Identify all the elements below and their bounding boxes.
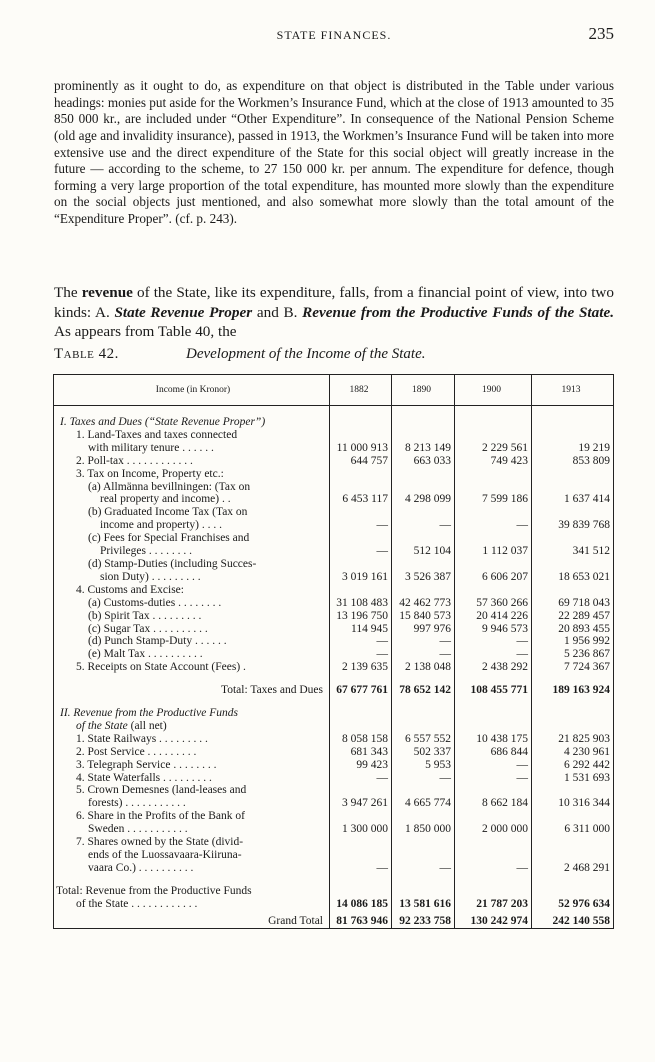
- cell: —: [330, 545, 392, 558]
- cell: 81 763 946: [330, 911, 392, 928]
- cell: 67 677 761: [330, 684, 392, 697]
- row-label: 4. Customs and Excise:: [54, 584, 330, 597]
- section-ii-title-cont: [54, 720, 330, 733]
- table-row: [54, 733, 614, 746]
- row-label: 7. Shares owned by the State (divid-: [54, 836, 330, 849]
- paragraph-expenditure: prominently as it ought to do, as expenditure on that object is distributed in the Table under various headings: monies put aside for the Workmen’s Insurance Fund, which at the close of 1913 amounted to 35 850 000 kr., are included under “Other Expenditure”. In consequence of the National Pension Scheme (old age and invalidity insurance), passed in 1913, the Workmen’s Insurance Fund will be taken into more extensive use and the direct expenditure of the State for this social object will greatly increase in the future — according to the scheme, to 27 150 000 kr. per annum. The expenditure for defence, though forming a very large proportion of the total expenditure, has mounted more slowly than the expenditure on the social objects just mentioned, and also somewhat more slowly than the total amount of the “Expenditure Proper”. (cf. p. 243).: [54, 78, 614, 226]
- cell: —: [330, 635, 392, 648]
- total-row: [54, 684, 614, 697]
- cell: 512 104: [392, 545, 455, 558]
- table-row: [54, 558, 614, 571]
- table-row: [54, 823, 614, 836]
- running-header: [54, 24, 614, 48]
- cell: —: [392, 772, 455, 785]
- cell: 4 298 099: [392, 493, 455, 506]
- row-label: (c) Fees for Special Franchises and: [54, 532, 330, 545]
- cell: 8 058 158: [330, 733, 392, 746]
- row-label: 5. Receipts on State Account (Fees) .: [54, 661, 330, 674]
- table-row: [54, 442, 614, 455]
- cell: 21 825 903: [532, 733, 614, 746]
- text-run: (all net): [127, 719, 167, 732]
- text-run: of the State, like its expenditure, falls, from a financial point of view, into two kinds: A.: [54, 284, 614, 321]
- row-label: forests) . . . . . . . . . . .: [54, 797, 330, 810]
- row-label: 1. State Railways . . . . . . . . .: [54, 733, 330, 746]
- paragraph-revenue: [54, 283, 614, 342]
- cell: 57 360 266: [455, 597, 532, 610]
- row-label: 5. Crown Demesnes (land-leases and: [54, 784, 330, 797]
- header-1913: 1913: [532, 375, 614, 406]
- table-row: [54, 584, 614, 597]
- row-label: ends of the Luossavaara-Kiiruna-: [54, 849, 330, 862]
- total-productive-label-cont: of the State . . . . . . . . . . . .: [54, 898, 330, 911]
- cell: 5 953: [392, 759, 455, 772]
- row-label: sion Duty) . . . . . . . . .: [54, 571, 330, 584]
- cell: 4 230 961: [532, 746, 614, 759]
- text-run: As appears from Table 40, the: [54, 323, 237, 341]
- row-label: 3. Tax on Income, Property etc.:: [54, 468, 330, 481]
- cell: —: [392, 862, 455, 875]
- cell: 20 414 226: [455, 610, 532, 623]
- total-row: [54, 898, 614, 911]
- cell: —: [330, 519, 392, 532]
- row-label: 4. State Waterfalls . . . . . . . . .: [54, 772, 330, 785]
- term-revenue: revenue: [81, 284, 133, 302]
- cell: 7 599 186: [455, 493, 532, 506]
- cell: 749 423: [455, 455, 532, 468]
- section-title: [54, 707, 614, 720]
- cell: 22 289 457: [532, 610, 614, 623]
- cell: 2 468 291: [532, 862, 614, 875]
- cell: 4 665 774: [392, 797, 455, 810]
- cell: 11 000 913: [330, 442, 392, 455]
- cell: 19 219: [532, 442, 614, 455]
- cell: 92 233 758: [392, 911, 455, 928]
- table-row: [54, 468, 614, 481]
- header-income: Income (in Kronor): [54, 375, 330, 406]
- row-label: vaara Co.) . . . . . . . . . .: [54, 862, 330, 875]
- cell: 2 438 292: [455, 661, 532, 674]
- cell: 3 947 261: [330, 797, 392, 810]
- total-taxes-label: Total: Taxes and Dues: [54, 684, 330, 697]
- cell: 7 724 367: [532, 661, 614, 674]
- cell: —: [455, 648, 532, 661]
- table-row: [54, 493, 614, 506]
- cell: 21 787 203: [455, 898, 532, 911]
- table-row: [54, 648, 614, 661]
- cell: 997 976: [392, 623, 455, 636]
- cell: 114 945: [330, 623, 392, 636]
- row-label: (a) Allmänna bevillningen: (Tax on: [54, 481, 330, 494]
- cell: 130 242 974: [455, 911, 532, 928]
- term-kind-a: State Revenue Proper: [114, 303, 253, 321]
- cell: 18 653 021: [532, 571, 614, 584]
- cell: 6 557 552: [392, 733, 455, 746]
- cell: 644 757: [330, 455, 392, 468]
- table-row: [54, 532, 614, 545]
- table-row: [54, 661, 614, 674]
- row-label: (d) Stamp-Duties (including Succes-: [54, 558, 330, 571]
- cell: 2 139 635: [330, 661, 392, 674]
- table-row: [54, 519, 614, 532]
- text-run: of the State: [76, 719, 128, 732]
- row-label: 1. Land-Taxes and taxes connected: [54, 429, 330, 442]
- cell: 6 453 117: [330, 493, 392, 506]
- cell: —: [392, 648, 455, 661]
- header-1900: 1900: [455, 375, 532, 406]
- cell: —: [330, 648, 392, 661]
- cell: 13 581 616: [392, 898, 455, 911]
- cell: 6 292 442: [532, 759, 614, 772]
- row-label: (b) Graduated Income Tax (Tax on: [54, 506, 330, 519]
- cell: —: [455, 759, 532, 772]
- running-title: STATE FINANCES.: [276, 28, 392, 42]
- row-label: (c) Sugar Tax . . . . . . . . . .: [54, 623, 330, 636]
- row-label: (a) Customs-duties . . . . . . . .: [54, 597, 330, 610]
- cell: 39 839 768: [532, 519, 614, 532]
- table-row: [54, 746, 614, 759]
- cell: 1 300 000: [330, 823, 392, 836]
- cell: 78 652 142: [392, 684, 455, 697]
- table-caption: [54, 346, 614, 363]
- cell: 99 423: [330, 759, 392, 772]
- cell: —: [455, 635, 532, 648]
- text-run: The: [54, 284, 82, 302]
- table-row: [54, 635, 614, 648]
- total-productive-label: Total: Revenue from the Productive Funds: [54, 885, 330, 898]
- cell: 20 893 455: [532, 623, 614, 636]
- table-row: [54, 797, 614, 810]
- cell: 1 112 037: [455, 545, 532, 558]
- cell: 3 526 387: [392, 571, 455, 584]
- table-row: [54, 597, 614, 610]
- cell: —: [455, 772, 532, 785]
- income-table: [53, 374, 614, 929]
- table-row: [54, 759, 614, 772]
- header-1882: 1882: [330, 375, 392, 406]
- cell: 5 236 867: [532, 648, 614, 661]
- cell: 189 163 924: [532, 684, 614, 697]
- row-label: Privileges . . . . . . . .: [54, 545, 330, 558]
- cell: 1 850 000: [392, 823, 455, 836]
- row-label: Sweden . . . . . . . . . . .: [54, 823, 330, 836]
- row-label: (e) Malt Tax . . . . . . . . . .: [54, 648, 330, 661]
- cell: 681 343: [330, 746, 392, 759]
- section-i-title: I. Taxes and Dues (“State Revenue Proper”): [54, 416, 330, 429]
- table-row: [54, 862, 614, 875]
- cell: 9 946 573: [455, 623, 532, 636]
- table-row: [54, 481, 614, 494]
- cell: 10 316 344: [532, 797, 614, 810]
- cell: 42 462 773: [392, 597, 455, 610]
- page-number: 235: [588, 24, 614, 43]
- cell: 2 229 561: [455, 442, 532, 455]
- table-title: Development of the Income of the State.: [186, 346, 426, 362]
- cell: —: [392, 519, 455, 532]
- row-label: 6. Share in the Profits of the Bank of: [54, 810, 330, 823]
- grand-total-row: [54, 911, 614, 928]
- cell: 663 033: [392, 455, 455, 468]
- row-label: (b) Spirit Tax . . . . . . . . .: [54, 610, 330, 623]
- table-row: [54, 849, 614, 862]
- table-row: [54, 784, 614, 797]
- cell: —: [455, 862, 532, 875]
- cell: 15 840 573: [392, 610, 455, 623]
- row-label: income and property) . . . .: [54, 519, 330, 532]
- cell: 1 531 693: [532, 772, 614, 785]
- cell: 853 809: [532, 455, 614, 468]
- cell: 108 455 771: [455, 684, 532, 697]
- cell: 1 956 992: [532, 635, 614, 648]
- row-label: 2. Poll-tax . . . . . . . . . . . .: [54, 455, 330, 468]
- cell: 6 606 207: [455, 571, 532, 584]
- cell: 52 976 634: [532, 898, 614, 911]
- row-label: (d) Punch Stamp-Duty . . . . . .: [54, 635, 330, 648]
- total-row: [54, 885, 614, 898]
- cell: —: [330, 772, 392, 785]
- cell: 242 140 558: [532, 911, 614, 928]
- row-label: 3. Telegraph Service . . . . . . . .: [54, 759, 330, 772]
- cell: 8 662 184: [455, 797, 532, 810]
- table-header-row: [54, 375, 614, 406]
- section-ii-title: II. Revenue from the Productive Funds: [54, 707, 330, 720]
- table-row: [54, 772, 614, 785]
- cell: 31 108 483: [330, 597, 392, 610]
- table-row: [54, 455, 614, 468]
- cell: 10 438 175: [455, 733, 532, 746]
- cell: —: [392, 635, 455, 648]
- cell: —: [330, 862, 392, 875]
- section-title: [54, 720, 614, 733]
- cell: 341 512: [532, 545, 614, 558]
- grand-total-label: Grand Total: [54, 911, 330, 928]
- section-title: [54, 416, 614, 429]
- row-label: 2. Post Service . . . . . . . . .: [54, 746, 330, 759]
- table-number: Table 42.: [54, 346, 119, 362]
- table-row: [54, 545, 614, 558]
- cell: 8 213 149: [392, 442, 455, 455]
- table-row: [54, 506, 614, 519]
- cell: 2 000 000: [455, 823, 532, 836]
- table-row: [54, 810, 614, 823]
- cell: 502 337: [392, 746, 455, 759]
- cell: 3 019 161: [330, 571, 392, 584]
- cell: 14 086 185: [330, 898, 392, 911]
- cell: 686 844: [455, 746, 532, 759]
- table-row: [54, 623, 614, 636]
- cell: 6 311 000: [532, 823, 614, 836]
- table-row: [54, 571, 614, 584]
- term-kind-b: Revenue from the Productive Funds of the State.: [302, 303, 615, 321]
- row-label: with military tenure . . . . . .: [54, 442, 330, 455]
- table-row: [54, 610, 614, 623]
- header-1890: 1890: [392, 375, 455, 406]
- cell: 13 196 750: [330, 610, 392, 623]
- cell: 1 637 414: [532, 493, 614, 506]
- table-row: [54, 836, 614, 849]
- text-run: and B.: [252, 303, 303, 321]
- table-row: [54, 429, 614, 442]
- row-label: real property and income) . .: [54, 493, 330, 506]
- cell: 2 138 048: [392, 661, 455, 674]
- cell: 69 718 043: [532, 597, 614, 610]
- cell: —: [455, 519, 532, 532]
